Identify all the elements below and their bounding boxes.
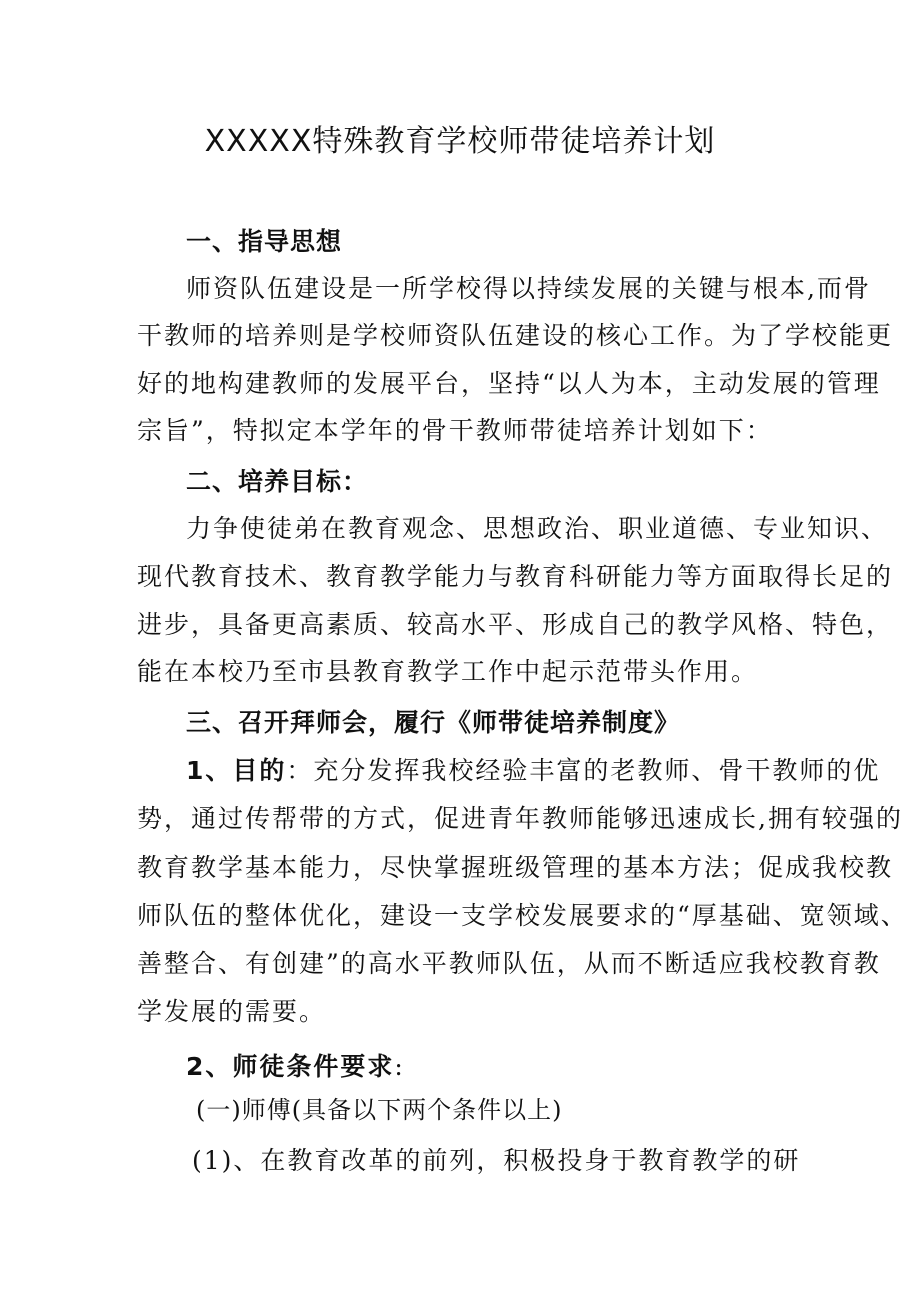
mentor-heading: (一)师傅(具备以下两个条件以上) xyxy=(196,1096,563,1124)
requirements-label: 2、师徒条件要求 xyxy=(186,1052,395,1081)
paragraph-line: 好的地构建教师的发展平台，坚持“以人为本，主动发展的管理 xyxy=(137,369,881,398)
paragraph-line: 宗旨”，特拟定本学年的骨干教师带徒培养计划如下： xyxy=(137,416,773,445)
document-title: XXXXX特殊教育学校师带徒培养计划 xyxy=(204,124,716,159)
paragraph-line: 力争使徒弟在教育观念、思想政治、职业道德、专业知识、 xyxy=(186,514,889,543)
paragraph-line: 善整合、有创建”的高水平教师队伍，从而不断适应我校教育教 xyxy=(137,949,881,978)
paragraph-line: 进步，具备更高素质、较高水平、形成自己的教学风格、特色， xyxy=(137,610,894,639)
requirements-heading xyxy=(186,1051,405,1083)
paragraph-line: 能在本校乃至市县教育教学工作中起示范带头作用。 xyxy=(137,657,759,686)
section-heading-mentorship-ceremony: 三、召开拜师会，履行《师带徒培养制度》 xyxy=(186,708,681,737)
paragraph-line: 学发展的需要。 xyxy=(137,997,327,1026)
paragraph-line: 师队伍的整体优化，建设一支学校发展要求的“厚基础、宽领域、 xyxy=(137,901,908,930)
paragraph-line: 干教师的培养则是学校师资队伍建设的核心工作。为了学校能更 xyxy=(137,321,894,350)
section-heading-guiding-thought: 一、指导思想 xyxy=(186,227,343,256)
paragraph-line: 师资队伍建设是一所学校得以持续发展的关键与根本,而骨 xyxy=(186,274,871,303)
section-heading-training-goals: 二、培养目标： xyxy=(186,467,369,496)
paragraph-line: 教育教学基本能力，尽快掌握班级管理的基本方法；促成我校教 xyxy=(137,853,894,882)
paragraph-line: 势，通过传帮带的方式，促进青年教师能够迅速成长,拥有较强的 xyxy=(137,804,903,833)
purpose-label: 1、目的 xyxy=(186,756,287,785)
paragraph-line: 现代教育技术、教育教学能力与教育科研能力等方面取得长足的 xyxy=(137,562,894,591)
requirements-colon: : xyxy=(394,1052,405,1081)
mentor-condition-1: (1)、在教育改革的前列，积极投身于教育教学的研 xyxy=(192,1146,801,1175)
purpose-first-line xyxy=(186,755,880,787)
purpose-colon: ： xyxy=(286,756,314,785)
purpose-text: 充分发挥我校经验丰富的老教师、骨干教师的优 xyxy=(313,756,881,785)
